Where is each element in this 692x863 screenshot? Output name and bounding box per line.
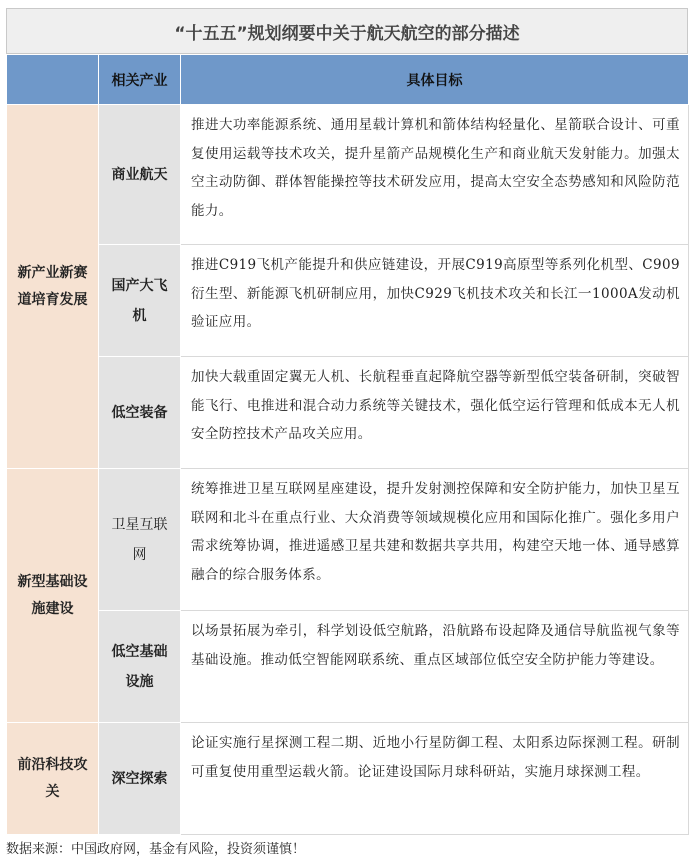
table-row	[7, 357, 689, 469]
industry-cell: 低空基础设施	[99, 611, 181, 723]
table-title: “十五五”规划纲要中关于航天航空的部分描述	[6, 8, 688, 54]
goal-cell: 统筹推进卫星互联网星座建设，提升发射测控保障和安全防护能力，加快卫星互联网和北斗在重点行业、大众消费等领域规模化应用和国际化推广。强化多用户需求统筹协调，推进遥感卫星共建和数据共享共用，构建空天地一体、通导感算融合的综合服务体系。	[181, 469, 689, 611]
table-row	[7, 105, 689, 245]
table-container	[6, 8, 688, 835]
table-row	[7, 611, 689, 723]
goal-cell: 以场景拓展为牵引，科学划设低空航路，沿航路布设起降及通信导航监视气象等基础设施。推动低空智能网联系统、重点区域部位低空安全防护能力等建设。	[181, 611, 689, 723]
industry-cell: 深空探索	[99, 723, 181, 835]
goal-cell: 论证实施行星探测工程二期、近地小行星防御工程、太阳系边际探测工程。研制可重复使用重型运载火箭。论证建设国际月球科研站，实施月球探测工程。	[181, 723, 689, 835]
source-note: 数据来源：中国政府网，基金有风险，投资须谨慎！	[6, 842, 306, 857]
goal-cell: 加快大载重固定翼无人机、长航程垂直起降航空器等新型低空装备研制，突破智能飞行、电推进和混合动力系统等关键技术，强化低空运行管理和低成本无人机安全防控技术产品攻关应用。	[181, 357, 689, 469]
industry-cell: 卫星互联网	[99, 469, 181, 611]
table-row	[7, 469, 689, 611]
category-cell: 新产业新赛道培育发展	[7, 105, 99, 469]
goal-cell: 推进C919飞机产能提升和供应链建设，开展C919高原型等系列化机型、C909衍生型、新能源飞机研制应用，加快C929飞机技术攻关和长江一1000A发动机验证应用。	[181, 245, 689, 357]
industry-cell: 低空装备	[99, 357, 181, 469]
header-category	[7, 55, 99, 105]
header-goal: 具体目标	[181, 55, 689, 105]
table-header-row	[7, 55, 689, 105]
header-industry: 相关产业	[99, 55, 181, 105]
table-row	[7, 723, 689, 835]
category-cell: 新型基础设施建设	[7, 469, 99, 723]
goals-table	[6, 54, 689, 835]
category-cell: 前沿科技攻关	[7, 723, 99, 835]
table-row	[7, 245, 689, 357]
industry-cell: 国产大飞机	[99, 245, 181, 357]
goal-cell: 推进大功率能源系统、通用星载计算机和箭体结构轻量化、星箭联合设计、可重复使用运载等技术攻关，提升星箭产品规模化生产和商业航天发射能力。加强太空主动防御、群体智能操控等技术研发应用，提高太空安全态势感知和风险防范能力。	[181, 105, 689, 245]
industry-cell: 商业航天	[99, 105, 181, 245]
